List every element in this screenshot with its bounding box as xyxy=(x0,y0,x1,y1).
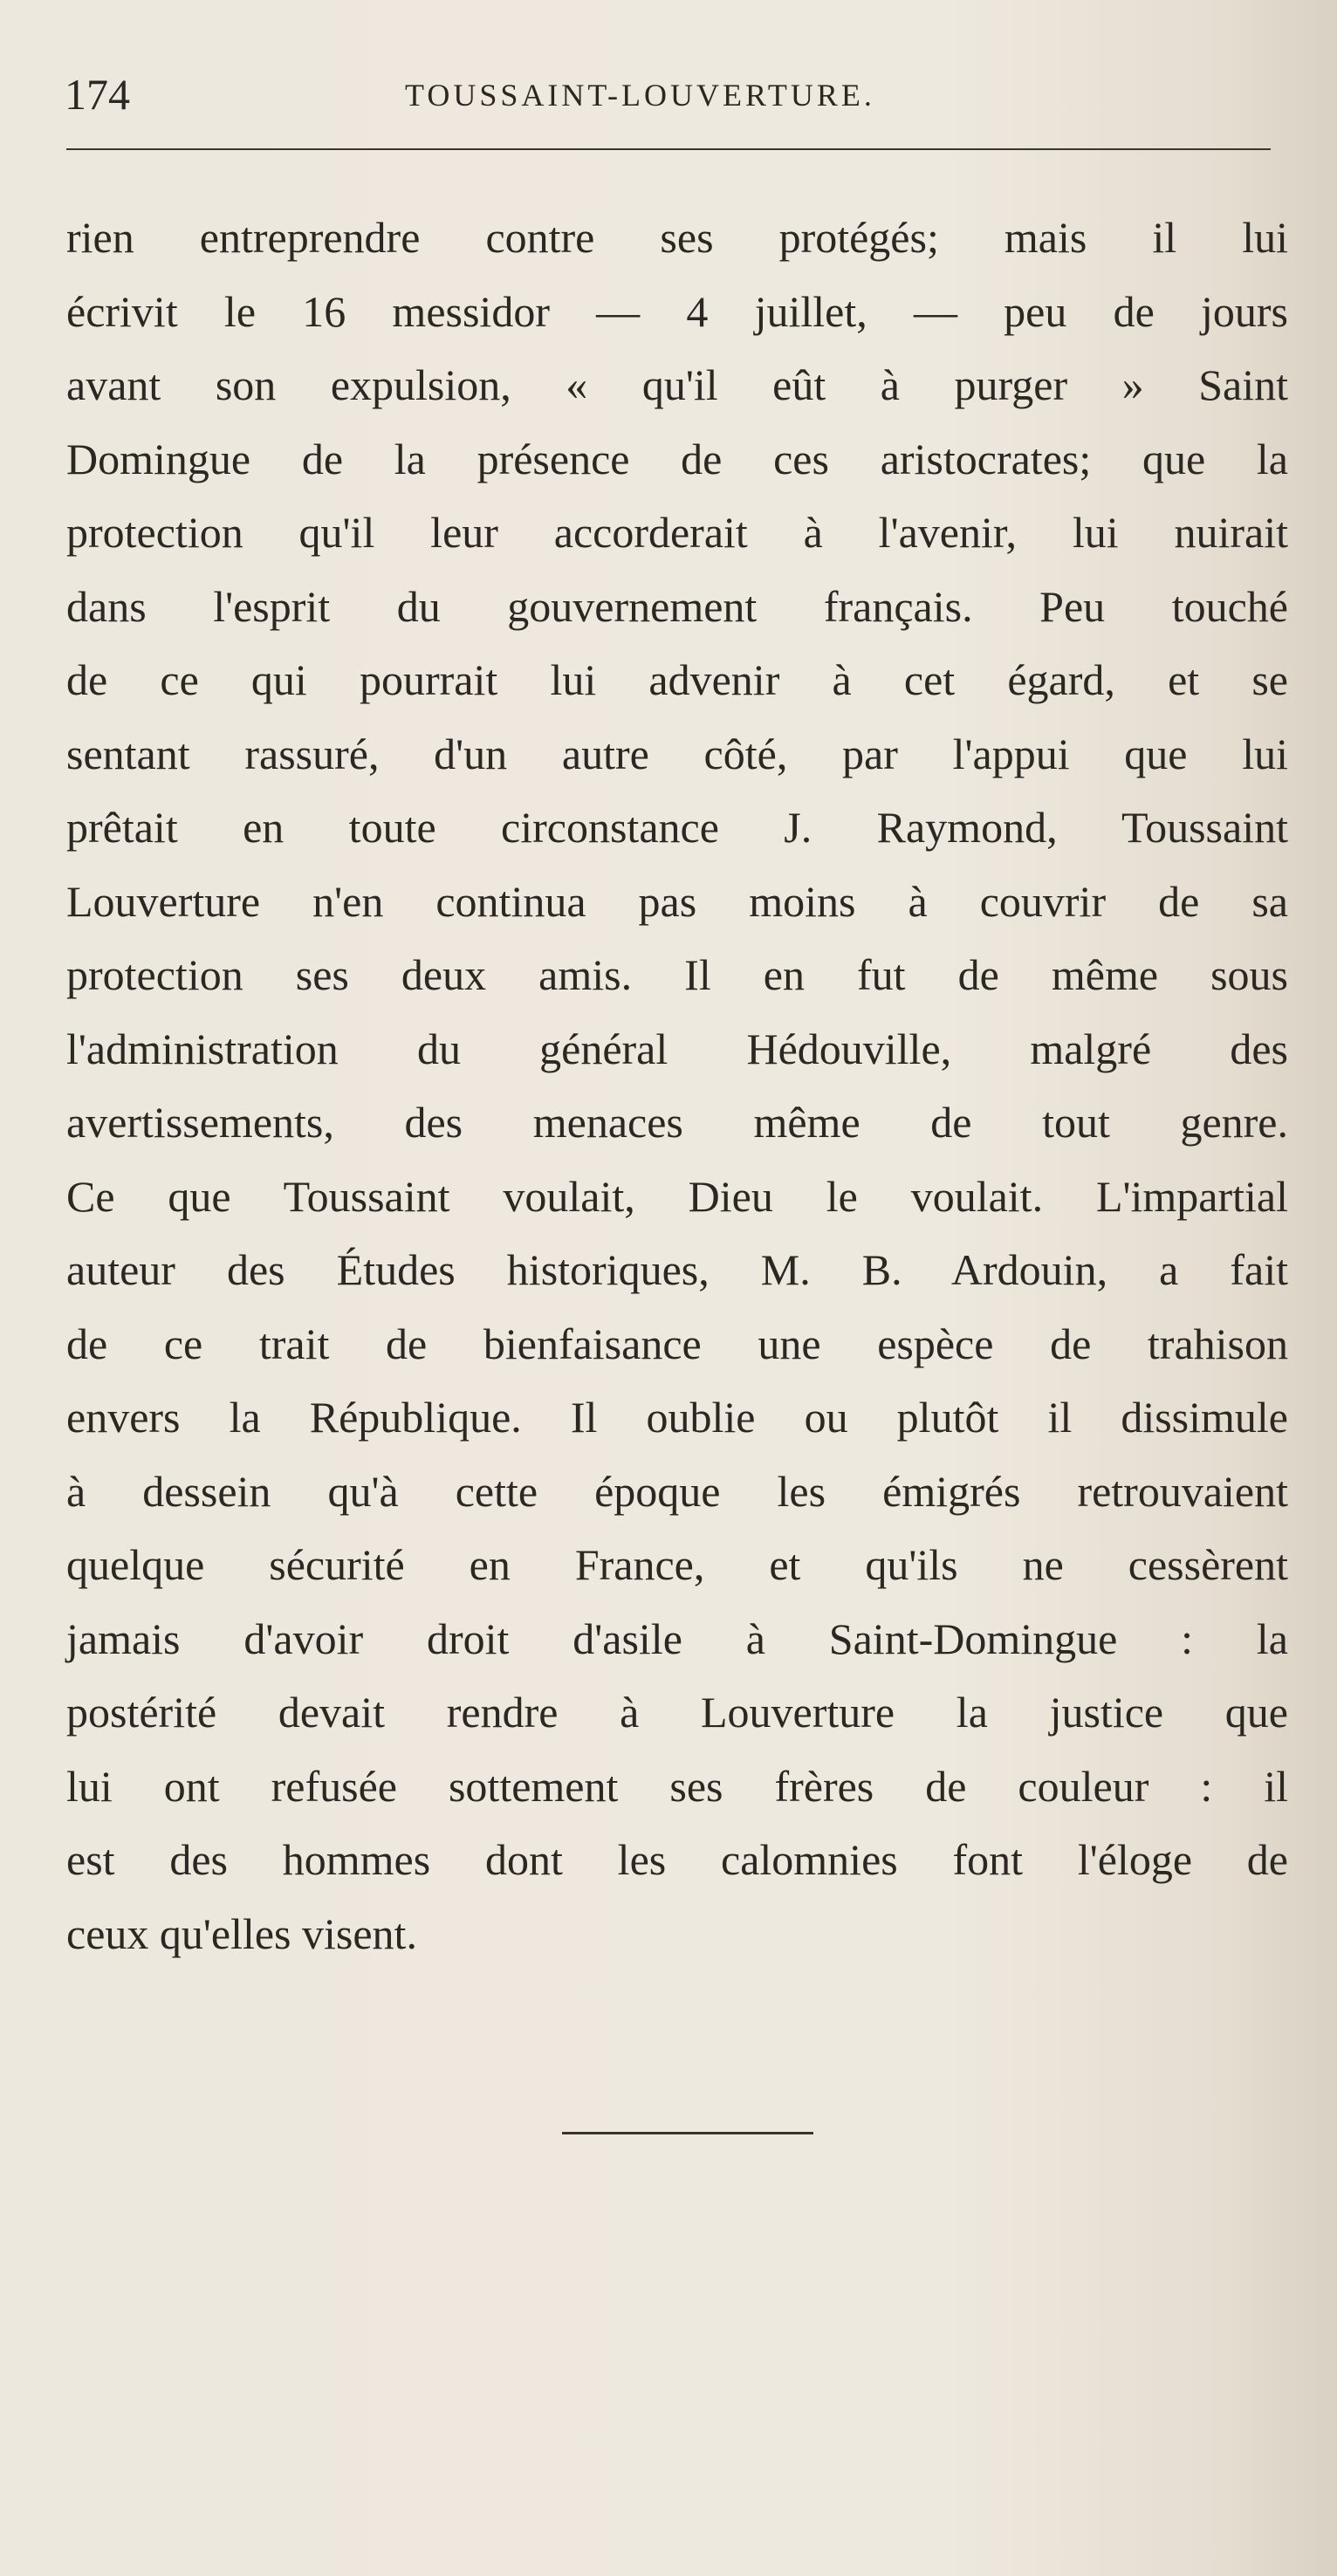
text-line: prêtait en toute circonstance J. Raymond, Toussaint xyxy=(66,803,1288,852)
text-line: dans l'esprit du gouvernement français. Peu touché xyxy=(66,581,1288,631)
text-line: quelque sécurité en France, et qu'ils ne cessèrent xyxy=(66,1540,1288,1589)
text-line: jamais d'avoir droit d'asile à Saint-Domingue : la xyxy=(66,1613,1288,1663)
text-line: Domingue de la présence de ces aristocrates; que la xyxy=(66,434,1288,483)
text-line: à dessein qu'à cette époque les émigrés retrouvaient xyxy=(66,1466,1288,1516)
text-line: de ce trait de bienfaisance une espèce de trahison xyxy=(66,1319,1288,1368)
text-line-last: ceux qu'elles visent. xyxy=(66,1908,417,1958)
page-number: 174 xyxy=(65,70,130,119)
running-title: TOUSSAINT-LOUVERTURE. xyxy=(405,78,875,113)
text-line: avertissements, des menaces même de tout genre. xyxy=(66,1098,1288,1147)
end-rule xyxy=(562,2132,813,2134)
text-line: l'administration du général Hédouville, malgré des xyxy=(66,1024,1288,1073)
text-line: protection ses deux amis. Il en fut de même sous xyxy=(66,950,1288,999)
text-line: de ce qui pourrait lui advenir à cet égard, et se xyxy=(66,655,1288,704)
text-line: envers la République. Il oublie ou plutôt il dissimule xyxy=(66,1393,1288,1442)
text-line: écrivit le 16 messidor — 4 juillet, — peu de jours xyxy=(66,286,1288,336)
text-line: avant son expulsion, « qu'il eût à purger » Saint xyxy=(66,360,1288,409)
text-line: lui ont refusée sottement ses frères de couleur : il xyxy=(66,1761,1288,1811)
header-rule xyxy=(66,148,1271,150)
text-line: sentant rassuré, d'un autre côté, par l'appui que lui xyxy=(66,729,1288,778)
text-line: protection qu'il leur accorderait à l'avenir, lui nuirait xyxy=(66,508,1288,557)
text-line: Louverture n'en continua pas moins à couvrir de sa xyxy=(66,876,1288,926)
text-line: auteur des Études historiques, M. B. Ardouin, a fait xyxy=(66,1245,1288,1294)
text-line: rien entreprendre contre ses protégés; mais il lui xyxy=(66,213,1288,262)
page-header xyxy=(65,68,1278,120)
text-line: Ce que Toussaint voulait, Dieu le voulait. L'impartial xyxy=(66,1171,1288,1221)
text-line: postérité devait rendre à Louverture la justice que xyxy=(66,1688,1288,1737)
text-line: est des hommes dont les calomnies font l'éloge de xyxy=(66,1835,1288,1884)
body-text xyxy=(66,201,1288,1970)
